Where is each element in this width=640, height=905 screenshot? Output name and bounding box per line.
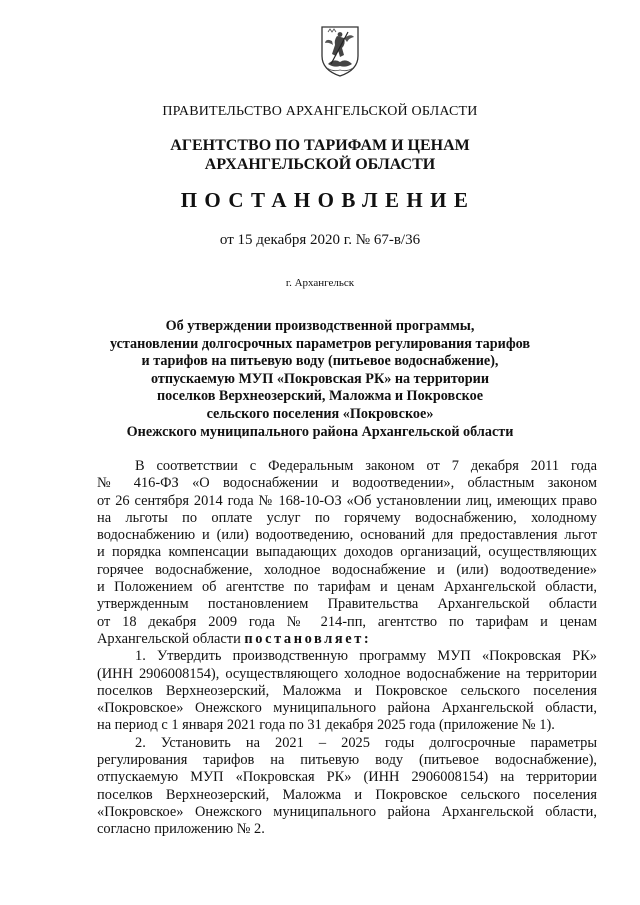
body-line: и порядка компенсации выпадающих доходов организаций, осуществляющих [97,544,597,561]
body-line: горячее водоснабжение, холодное водоснабжение и (или) водоотведение» [97,561,597,578]
agency-name-line2: АРХАНГЕЛЬСКОЙ ОБЛАСТИ [204,156,436,173]
agency-name-line1: АГЕНТСТВО ПО ТАРИФАМ И ЦЕНАМ [170,137,470,154]
subject-line: Онежского муниципального района Архангельской области [126,423,514,440]
item-2-paragraph [97,735,597,839]
subject-line: и тарифов на питьевую воду (питьевое водоснабжение), [141,353,499,370]
document-date-number: от 15 декабря 2020 г. № 67-в/36 [219,232,421,248]
body-line: В соответствии с Федеральным законом от 7 декабря 2011 года [135,458,597,474]
document-body [97,458,597,839]
body-line: (ИНН 2906008154), осуществляющего холодное водоснабжение на территории [97,665,597,682]
subject-line: сельского поселения «Покровское» [206,405,434,422]
body-line: поселков Верхнеозерский, Маложма и Покровское сельского поселения [97,786,597,803]
body-line: поселков Верхнеозерский, Маложма и Покровское сельского поселения [97,682,597,699]
body-line: «Покровское» Онежского муниципального района Архангельской области, [97,700,597,717]
government-name: ПРАВИТЕЛЬСТВО АРХАНГЕЛЬСКОЙ ОБЛАСТИ [162,104,478,119]
coat-of-arms-emblem [318,24,362,78]
body-line: согласно приложению № 2. [97,821,265,838]
body-line [97,631,597,648]
document-subject [0,318,640,441]
body-line: утвержденным постановлением Правительства Архангельской области [97,596,597,613]
body-line: 2. Установить на 2021 – 2025 годы долгосрочные параметры [135,734,597,751]
body-line: отпускаемую МУП «Покровская РК» (ИНН 2906008154) на территории [97,769,597,786]
subject-line: Об утверждении производственной программы, [165,318,475,334]
body-line: от 26 сентября 2014 года № 168-10-ОЗ «Об установлении лиц, имеющих право [97,492,597,509]
subject-line: поселков Верхнеозерский, Маложма и Покровское [156,388,483,405]
preamble-last-text: Архангельской области [97,630,241,647]
document-city: г. Архангельск [285,277,355,289]
item-1-paragraph [97,648,597,734]
body-line: № 416-ФЗ «О водоснабжении и водоотведении», областным законом [97,475,597,492]
resolves-word: постановляет: [244,630,372,647]
body-line: на льготы по оплате услуг по горячему водоснабжению, холодному [97,509,597,526]
body-line: водоснабжению и (или) водоотведению, оснований для предоставления льгот [97,527,597,544]
body-line: и Положением об агентстве по тарифам и ценам Архангельской области, [97,579,597,596]
body-line: «Покровское» Онежского муниципального района Архангельской области, [97,803,597,820]
agency-name [0,136,640,174]
body-line: 1. Утвердить производственную программу МУП «Покровская РК» [135,648,597,665]
preamble-paragraph [97,458,597,648]
subject-line: отпускаемую МУП «Покровская РК» на территории [150,370,490,387]
body-line: на период с 1 января 2021 года по 31 декабря 2025 года (приложение № 1). [97,717,555,734]
body-line: от 18 декабря 2009 года № 214-пп, агентство по тарифам и ценам [97,613,597,630]
document-type-title: ПОСТАНОВЛЕНИЕ [180,188,476,212]
body-line: регулирования тарифов на питьевую воду (питьевое водоснабжение), [97,752,597,769]
subject-line: установлении долгосрочных параметров регулирования тарифов [109,335,531,352]
